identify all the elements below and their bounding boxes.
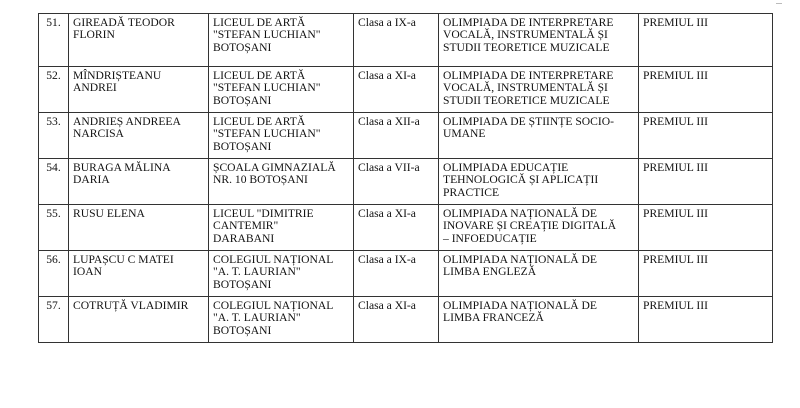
number-text: 54. xyxy=(46,161,61,174)
number-text: 57. xyxy=(46,299,61,312)
name-line: DARIA xyxy=(73,173,110,187)
cell-number xyxy=(39,205,69,251)
cell-name xyxy=(69,67,209,113)
number-text: 56. xyxy=(46,253,61,266)
cell-school xyxy=(209,14,354,67)
school-line: "STEFAN LUCHIAN" xyxy=(213,28,321,42)
school-line: "A. T. LAURIAN" xyxy=(213,265,301,279)
cell-name xyxy=(69,14,209,67)
olympiad-line: VOCALĂ, INSTRUMENTALĂ ȘI xyxy=(443,81,608,95)
olympiad-line: OLIMPIADA NAȚIONALĂ DE xyxy=(443,299,597,312)
class-text: Clasa a XI-a xyxy=(358,207,416,220)
table-row xyxy=(39,251,773,297)
cell-prize xyxy=(639,297,773,343)
table-row xyxy=(39,205,773,251)
olympiad-line: PRACTICE xyxy=(443,185,500,199)
cell-class xyxy=(354,159,439,205)
class-text: Clasa a IX-a xyxy=(358,253,416,266)
olympiad-line: – INFOEDUCAȚIE xyxy=(443,231,537,245)
cell-number xyxy=(39,113,69,159)
class-text: Clasa a XII-a xyxy=(358,115,420,128)
olympiad-line: VOCALĂ, INSTRUMENTALĂ ȘI xyxy=(443,28,608,42)
olympiad-line: OLIMPIADA NAȚIONALĂ DE xyxy=(443,207,597,220)
table-row xyxy=(39,113,773,159)
school-line: LICEUL DE ARTĂ xyxy=(213,16,306,29)
cell-class xyxy=(354,205,439,251)
prize-text: PREMIUL III xyxy=(643,253,708,266)
olympiad-line: OLIMPIADA EDUCAȚIE xyxy=(443,161,569,174)
school-line: LICEUL DE ARTĂ xyxy=(213,69,306,82)
school-line: "A. T. LAURIAN" xyxy=(213,311,301,325)
class-text: Clasa a XI-a xyxy=(358,299,416,312)
cell-school xyxy=(209,159,354,205)
name-line: ANDRIEȘ ANDREEA xyxy=(73,115,181,128)
table-row xyxy=(39,159,773,205)
school-line: BOTOȘANI xyxy=(213,323,272,337)
number-text: 52. xyxy=(46,69,61,82)
cell-prize xyxy=(639,14,773,67)
olympiad-line: LIMBA FRANCEZĂ xyxy=(443,311,544,325)
cell-name xyxy=(69,113,209,159)
cell-olympiad xyxy=(439,251,639,297)
name-line: NARCISA xyxy=(73,127,124,141)
cell-number xyxy=(39,14,69,67)
olympiad-line: STUDII TEORETICE MUZICALE xyxy=(443,93,610,107)
school-line: COLEGIUL NAȚIONAL xyxy=(213,299,334,312)
cell-prize xyxy=(639,67,773,113)
name-line: IOAN xyxy=(73,265,102,279)
name-line: ANDREI xyxy=(73,81,117,95)
name-line: MÎNDRIȘTEANU xyxy=(73,69,162,82)
number-text: 51. xyxy=(46,16,61,29)
cell-school xyxy=(209,113,354,159)
olympiad-line: LIMBA ENGLEZĂ xyxy=(443,265,537,279)
cell-olympiad xyxy=(439,205,639,251)
cell-name xyxy=(69,251,209,297)
class-text: Clasa a IX-a xyxy=(358,16,416,29)
results-table-body xyxy=(39,14,773,343)
olympiad-line: OLIMPIADA DE ȘTIINȚE SOCIO- xyxy=(443,115,614,128)
school-line: LICEUL DE ARTĂ xyxy=(213,115,306,128)
school-line: BOTOȘANI xyxy=(213,40,272,54)
cell-name xyxy=(69,159,209,205)
name-line: LUPAȘCU C MATEI xyxy=(73,253,174,266)
number-text: 55. xyxy=(46,207,61,220)
cell-olympiad xyxy=(439,159,639,205)
cell-prize xyxy=(639,205,773,251)
school-line: NR. 10 BOTOȘANI xyxy=(213,173,308,187)
table-row xyxy=(39,67,773,113)
cell-class xyxy=(354,251,439,297)
cell-prize xyxy=(639,113,773,159)
school-line: "STEFAN LUCHIAN" xyxy=(213,81,321,95)
table-row xyxy=(39,297,773,343)
olympiad-line: INOVARE ȘI CREAȚIE DIGITALĂ xyxy=(443,219,617,233)
cell-school xyxy=(209,205,354,251)
cell-number xyxy=(39,251,69,297)
cell-olympiad xyxy=(439,297,639,343)
school-line: LICEUL "DIMITRIE xyxy=(213,207,314,220)
cell-number xyxy=(39,67,69,113)
cell-school xyxy=(209,251,354,297)
prize-text: PREMIUL III xyxy=(643,161,708,174)
prize-text: PREMIUL III xyxy=(643,16,708,29)
school-line: CANTEMIR" xyxy=(213,219,279,233)
number-text: 53. xyxy=(46,115,61,128)
results-table xyxy=(38,13,773,343)
cell-class xyxy=(354,297,439,343)
school-line: DARABANI xyxy=(213,231,275,245)
table-row xyxy=(39,14,773,67)
olympiad-line: STUDII TEORETICE MUZICALE xyxy=(443,40,610,54)
olympiad-line: OLIMPIADA NAȚIONALĂ DE xyxy=(443,253,597,266)
cell-school xyxy=(209,67,354,113)
cell-olympiad xyxy=(439,14,639,67)
prize-text: PREMIUL III xyxy=(643,299,708,312)
cell-name xyxy=(69,297,209,343)
name-line: COTRUȚĂ VLADIMIR xyxy=(73,299,189,312)
cell-class xyxy=(354,113,439,159)
school-line: COLEGIUL NAȚIONAL xyxy=(213,253,334,266)
name-line: FLORIN xyxy=(73,28,115,42)
page-edge-mark xyxy=(776,0,782,4)
cell-prize xyxy=(639,159,773,205)
prize-text: PREMIUL III xyxy=(643,69,708,82)
school-line: BOTOȘANI xyxy=(213,277,272,291)
prize-text: PREMIUL III xyxy=(643,115,708,128)
cell-name xyxy=(69,205,209,251)
cell-school xyxy=(209,297,354,343)
name-line: GIREADĂ TEODOR xyxy=(73,16,175,29)
olympiad-line: UMANE xyxy=(443,127,486,141)
school-line: BOTOȘANI xyxy=(213,93,272,107)
prize-text: PREMIUL III xyxy=(643,207,708,220)
school-line: BOTOȘANI xyxy=(213,139,272,153)
cell-olympiad xyxy=(439,113,639,159)
class-text: Clasa a VII-a xyxy=(358,161,420,174)
cell-class xyxy=(354,14,439,67)
name-line: RUSU ELENA xyxy=(73,207,145,220)
cell-olympiad xyxy=(439,67,639,113)
school-line: ȘCOALA GIMNAZIALĂ xyxy=(213,161,336,174)
cell-number xyxy=(39,159,69,205)
cell-class xyxy=(354,67,439,113)
olympiad-line: TEHNOLOGICĂ ȘI APLICAȚII xyxy=(443,173,599,187)
school-line: "STEFAN LUCHIAN" xyxy=(213,127,321,141)
cell-number xyxy=(39,297,69,343)
olympiad-line: OLIMPIADA DE INTERPRETARE xyxy=(443,16,614,29)
olympiad-line: OLIMPIADA DE INTERPRETARE xyxy=(443,69,614,82)
class-text: Clasa a XI-a xyxy=(358,69,416,82)
cell-prize xyxy=(639,251,773,297)
name-line: BURAGA MĂLINA xyxy=(73,161,171,174)
